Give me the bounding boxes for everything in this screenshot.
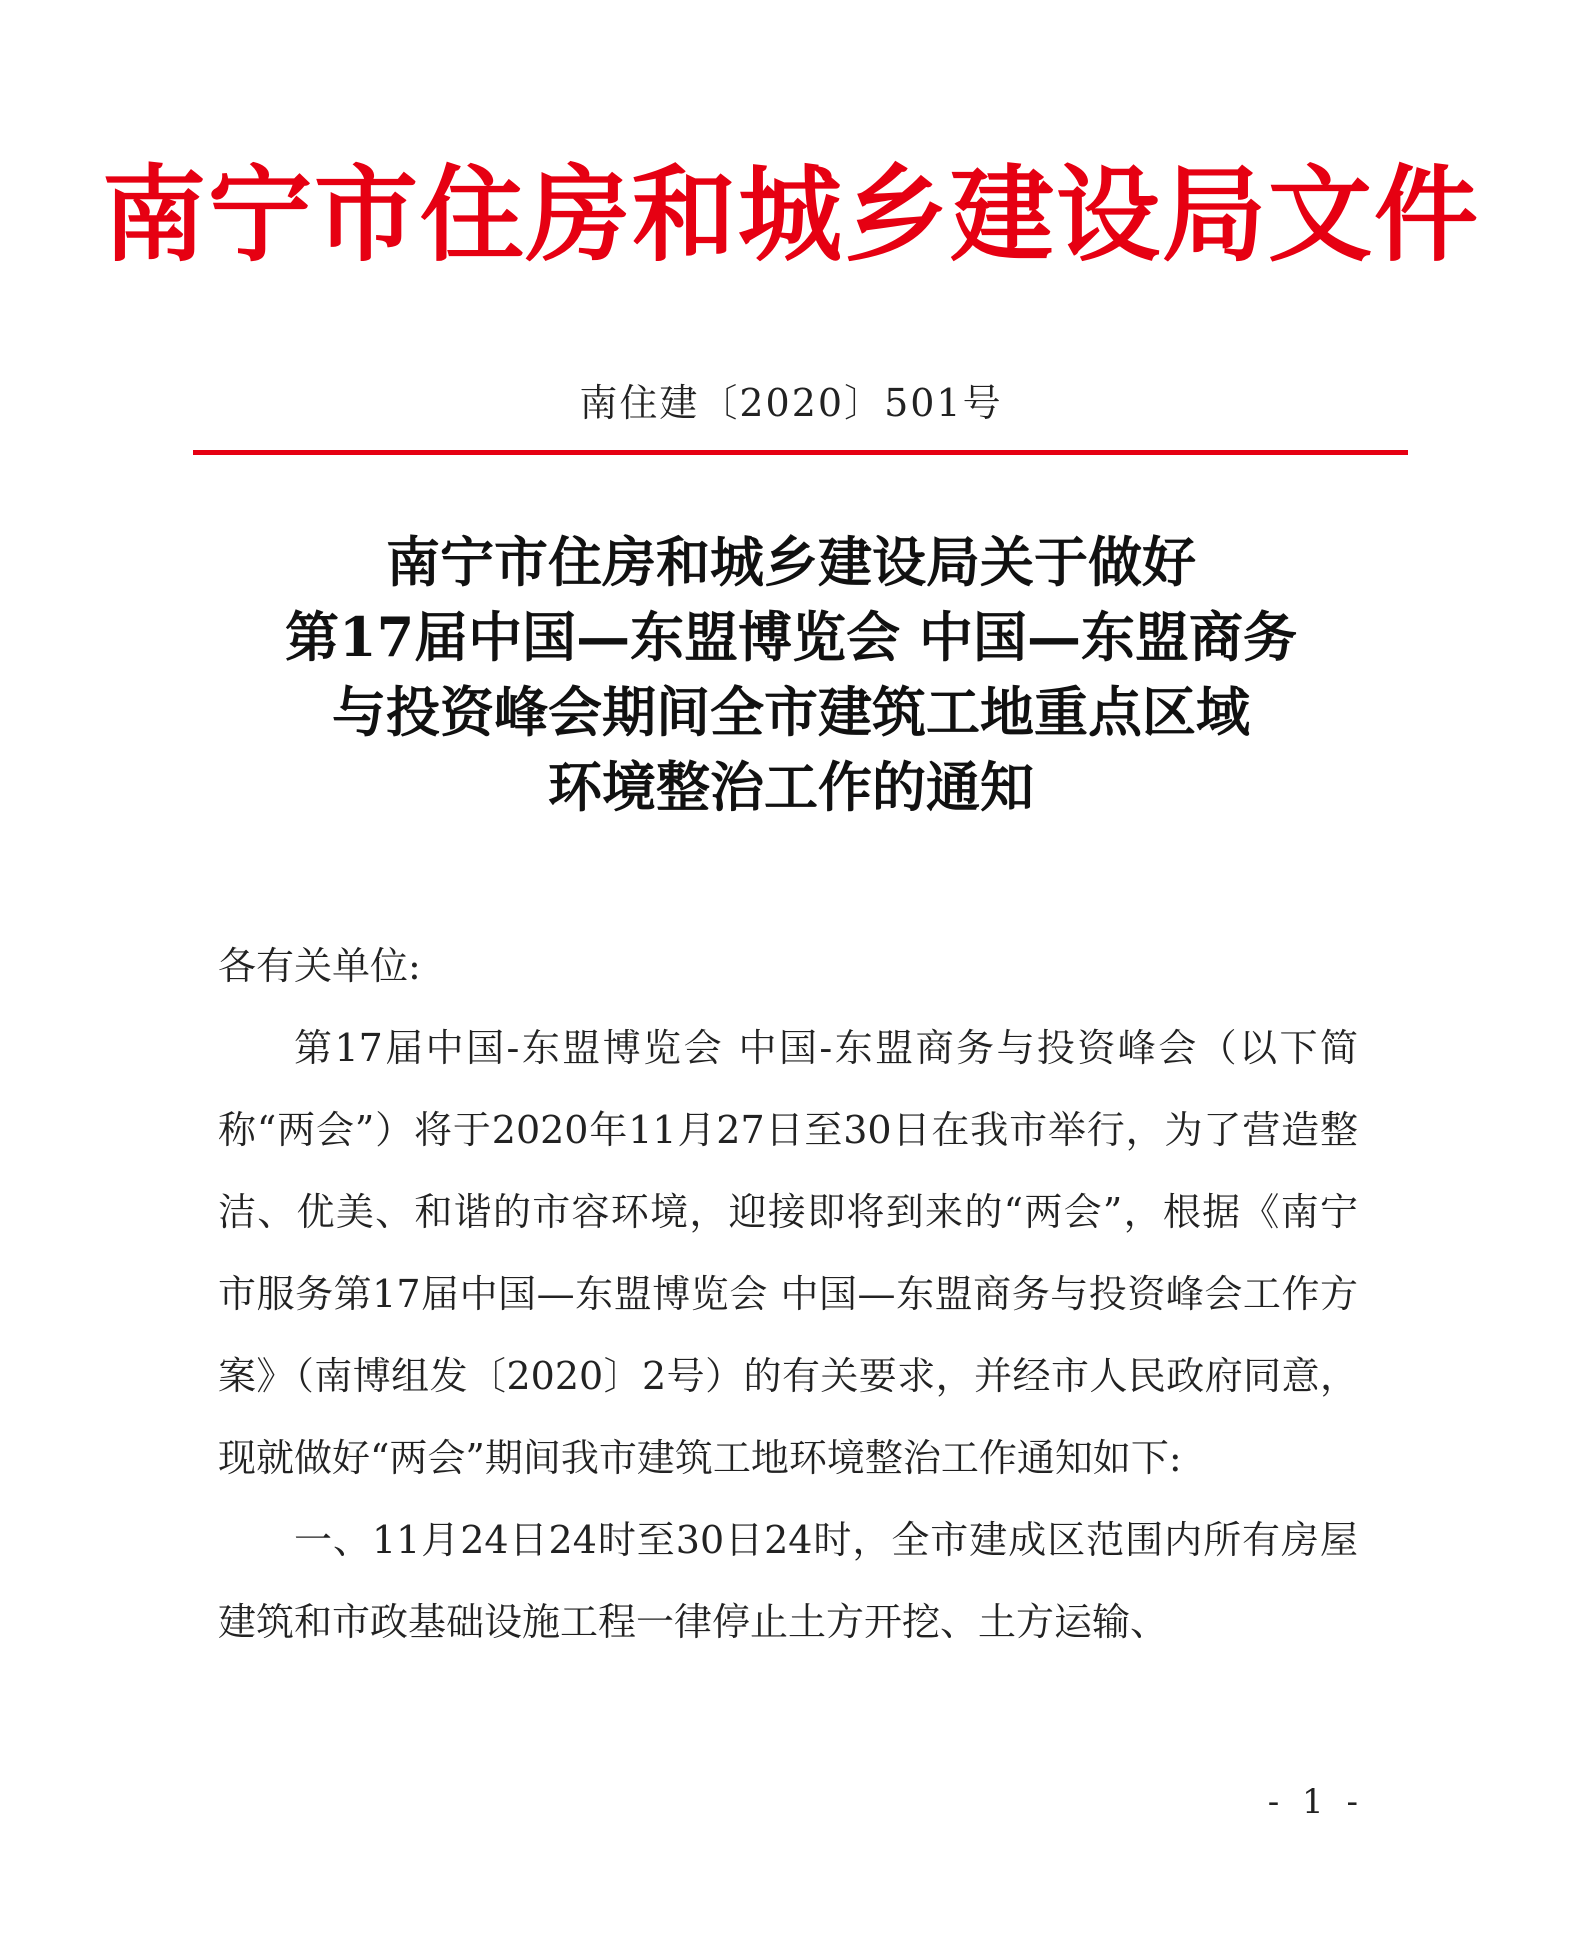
page-number: - 1 - [1267,1782,1364,1822]
document-number: 南住建〔2020〕501号 [579,381,1003,425]
salutation: 各有关单位: [218,944,421,988]
title-line-2: 第17届中国—东盟博览会 中国—东盟商务 [285,605,1297,669]
body-paragraph-2: 一、11月24日24时至30日24时，全市建成区范围内所有房屋建筑和市政基础设施工程一律停止土方开挖、土方运输、 [218,1518,1358,1644]
title-line-4: 环境整治工作的通知 [548,755,1034,819]
title-line-1: 南宁市住房和城乡建设局关于做好 [386,530,1196,594]
title-line-3: 与投资峰会期间全市建筑工地重点区域 [332,680,1250,744]
document-body [218,925,1358,1663]
notice-title [0,525,1582,825]
masthead-title: 南宁市住房和城乡建设局文件 [101,154,1480,276]
red-divider-line [193,450,1408,455]
body-paragraph-1: 第17届中国-东盟博览会 中国-东盟商务与投资峰会（以下简称“两会”）将于2020年11月27日至30日在我市举行，为了营造整洁、优美、和谐的市容环境，迎接即将到来的“两会”，根据《南宁市服务第17届中国—东盟博览会 中国—东盟商务与投资峰会工作方案》（南博组发〔2020〕2号）的有关要求，并经市人民政府同意，现就做好“两会”期间我市建筑工地环境整治工作通知如下: [218,1026,1358,1480]
